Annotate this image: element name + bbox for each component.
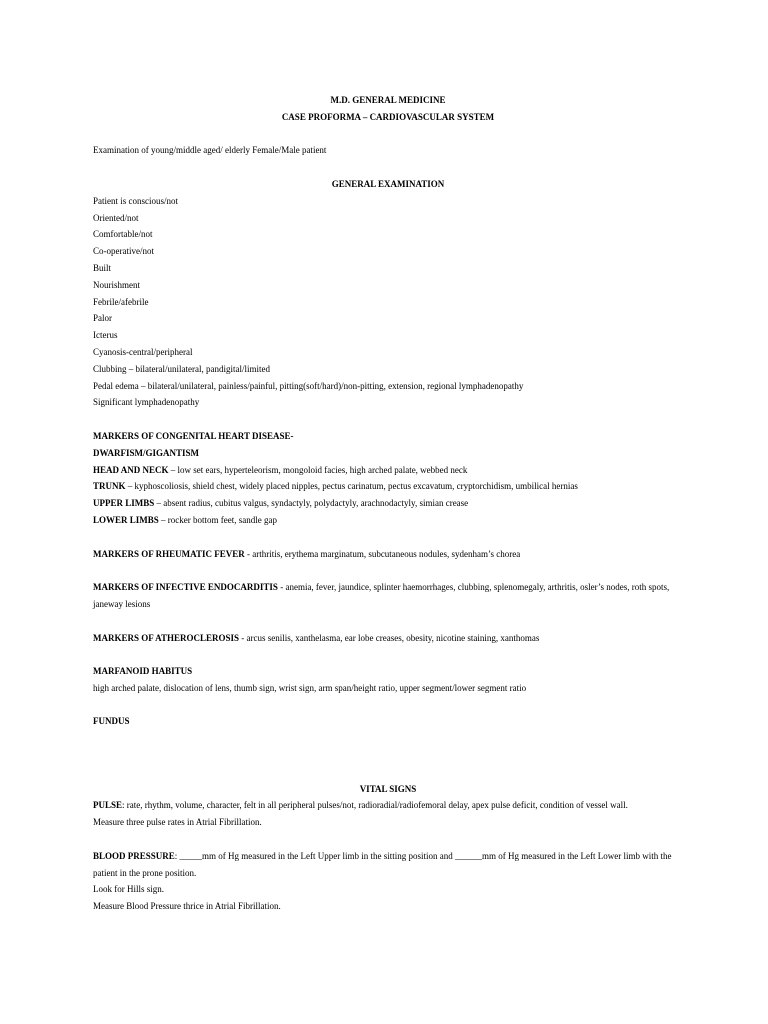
general-examination-heading: GENERAL EXAMINATION (331, 178, 445, 189)
general-examination-list (93, 193, 683, 411)
list-item: Oriented/not (93, 212, 139, 223)
document-title: M.D. GENERAL MEDICINE (330, 95, 446, 105)
bp-note-hills-sign: Look for Hills sign. (93, 884, 164, 895)
fundus-heading: FUNDUS (93, 716, 130, 727)
marfanoid-heading: MARFANOID HABITUS (93, 666, 193, 677)
head-and-neck-line: HEAD AND NECK – low set ears, hyperteleorism, mongoloid facies, high arched palate, webbed neck (93, 464, 468, 475)
list-item: Febrile/afebrile (93, 296, 149, 307)
list-item: Patient is conscious/not (93, 195, 178, 206)
upper-limbs-line: UPPER LIMBS – absent radius, cubitus valgus, syndactyly, polydactyly, arachnodactyly, simian crease (93, 498, 469, 509)
list-item: Comfortable/not (93, 229, 153, 240)
rheumatic-fever-line: MARKERS OF RHEUMATIC FEVER - arthritis, erythema marginatum, subcutaneous nodules, sydenham’s chorea (93, 548, 521, 559)
pulse-note: Measure three pulse rates in Atrial Fibrillation. (93, 817, 262, 828)
vital-signs-heading: VITAL SIGNS (359, 783, 417, 794)
congenital-heading: MARKERS OF CONGENITAL HEART DISEASE- (93, 430, 294, 441)
list-item: Co-operative/not (93, 246, 154, 257)
trunk-line: TRUNK – kyphoscoliosis, shield chest, widely placed nipples, pectus carinatum, pectus excavatum, cryptorchidism, umbilical hernias (93, 481, 578, 492)
list-item: Icterus (93, 330, 118, 341)
pulse-line: PULSE: rate, rhythm, volume, character, felt in all peripheral pulses/not, radioradial/radiofemoral delay, apex pulse deficit, condition of vessel wall. (93, 800, 628, 811)
marfanoid-text: high arched palate, dislocation of lens, thumb sign, wrist sign, arm span/height ratio, upper segment/lower segment ratio (93, 682, 527, 693)
list-item: Pedal edema – bilateral/unilateral, painless/painful, pitting(soft/hard)/non-pitting, extension, regional lymphadenopathy (93, 380, 524, 391)
document-subtitle: CASE PROFORMA – CARDIOVASCULAR SYSTEM (281, 111, 495, 122)
dwarfism-heading: DWARFISM/GIGANTISM (93, 447, 200, 458)
atherosclerosis-line: MARKERS OF ATHEROCLEROSIS - arcus senilis, xanthelasma, ear lobe creases, obesity, nicotine staining, xanthomas (93, 632, 540, 643)
bp-note-atrial-fibrillation: Measure Blood Pressure thrice in Atrial Fibrillation. (93, 901, 281, 912)
lower-limbs-line: LOWER LIMBS – rocker bottom feet, sandle gap (93, 514, 277, 525)
list-item: Palor (93, 313, 112, 324)
examination-line: Examination of young/middle aged/ elderly Female/Male patient (93, 145, 327, 156)
document-page (93, 92, 683, 915)
list-item: Nourishment (93, 279, 140, 290)
blood-pressure-paragraph: BLOOD PRESSURE: _____mm of Hg measured in the Left Upper limb in the sitting position and ______mm of Hg measured in the Left Lower limb with the patient in the prone position. (93, 850, 672, 878)
list-item: Significant lymphadenopathy (93, 397, 200, 408)
list-item: Cyanosis-central/peripheral (93, 346, 193, 357)
list-item: Built (93, 262, 112, 273)
list-item: Clubbing – bilateral/unilateral, pandigital/limited (93, 363, 270, 374)
endocarditis-paragraph: MARKERS OF INFECTIVE ENDOCARDITIS - anemia, fever, jaundice, splinter haemorrhages, clubbing, splenomegaly, arthritis, osler’s nodes, roth spots, janeway lesions (93, 582, 670, 609)
